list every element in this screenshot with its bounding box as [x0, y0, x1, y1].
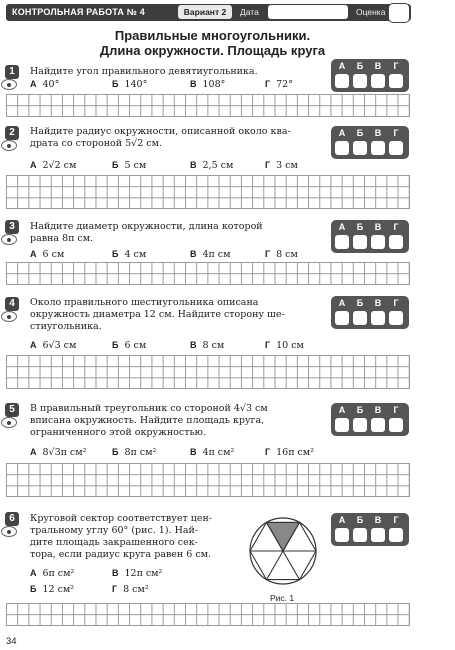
answer-box-a[interactable]: [335, 235, 349, 249]
page-title-line2: Длина окружности. Площадь круга: [99, 43, 326, 58]
answer-grid[interactable]: [6, 175, 410, 209]
option-a[interactable]: А 6π см²: [30, 568, 75, 579]
answer-box-c[interactable]: [371, 528, 385, 542]
option-d[interactable]: Г 72°: [265, 79, 293, 90]
answer-box-a[interactable]: [335, 141, 349, 155]
answer-box-c[interactable]: [371, 311, 385, 325]
marker-icon: [1, 526, 17, 537]
answer-box-d[interactable]: [389, 528, 403, 542]
question-line: равна 8π см.: [30, 233, 94, 244]
question-line: Около правильного шестиугольника описана: [30, 297, 259, 308]
page-number: 34: [6, 636, 17, 647]
option-d[interactable]: Г 10 см: [265, 340, 304, 351]
grade-label: Оценка: [356, 7, 386, 17]
answer-box-d[interactable]: [389, 418, 403, 432]
answer-box-d[interactable]: [389, 235, 403, 249]
option-d[interactable]: Г 8 см²: [112, 584, 149, 595]
answer-panel: А Б В Г: [331, 59, 409, 92]
page-title-line1: Правильные многоугольники.: [114, 28, 311, 43]
question-line: вписана окружность. Найдите площадь круга,: [30, 415, 265, 426]
question-line: окружность диаметра 12 см. Найдите сторону ше-: [30, 309, 285, 320]
figure-caption: Рис. 1: [270, 593, 295, 603]
question-line: стиугольника.: [30, 321, 102, 332]
answer-box-b[interactable]: [353, 74, 367, 88]
question-line: тора, если радиус круга равен 6 см.: [30, 549, 212, 560]
grade-field[interactable]: [388, 3, 410, 23]
answer-box-a[interactable]: [335, 418, 349, 432]
answer-box-c[interactable]: [371, 235, 385, 249]
answer-panel: А Б В Г: [331, 403, 409, 436]
question-line: ограниченного этой окружностью.: [30, 427, 206, 438]
answer-grid[interactable]: [6, 355, 410, 389]
answer-panel: А Б В Г: [331, 296, 409, 329]
answer-grid[interactable]: [6, 262, 410, 285]
answer-box-d[interactable]: [389, 141, 403, 155]
answer-panel: А Б В Г: [331, 220, 409, 253]
option-c[interactable]: В 12π см²: [112, 568, 163, 579]
date-label: Дата: [240, 7, 259, 17]
question-line: тральному углу 60° (рис. 1). Най-: [30, 525, 199, 536]
question-line: Найдите угол правильного девятиугольника.: [30, 66, 258, 77]
option-d[interactable]: Г 8 см: [265, 249, 298, 260]
task-number: 3: [5, 220, 19, 234]
answer-box-d[interactable]: [389, 311, 403, 325]
task-number: 5: [5, 403, 19, 417]
answer-box-b[interactable]: [353, 311, 367, 325]
option-a[interactable]: А 2√2 см: [30, 160, 77, 171]
option-c[interactable]: В 8 см: [190, 340, 225, 351]
question-line: Найдите диаметр окружности, длина которой: [30, 221, 263, 232]
marker-icon: [1, 417, 17, 428]
answer-box-a[interactable]: [335, 74, 349, 88]
question-line: Найдите радиус окружности, описанной около ква-: [30, 126, 291, 137]
task-number: 6: [5, 512, 19, 526]
question-line: дите площадь закрашенного сек-: [30, 537, 198, 548]
task-number: 1: [5, 65, 19, 79]
answer-box-b[interactable]: [353, 528, 367, 542]
answer-box-a[interactable]: [335, 528, 349, 542]
option-b[interactable]: Б 5 см: [112, 160, 147, 171]
marker-icon: [1, 311, 17, 322]
option-b[interactable]: Б 12 см²: [30, 584, 75, 595]
answer-box-c[interactable]: [371, 74, 385, 88]
question-line: драта со стороной 5√2 см.: [30, 138, 162, 149]
shaded-sector: [267, 522, 300, 551]
answer-box-b[interactable]: [353, 141, 367, 155]
answer-grid[interactable]: [6, 463, 410, 497]
marker-icon: [1, 234, 17, 245]
task-number: 4: [5, 297, 19, 311]
answer-grid[interactable]: [6, 603, 410, 626]
option-c[interactable]: В 4π см²: [190, 447, 235, 458]
marker-icon: [1, 79, 17, 90]
option-d[interactable]: Г 3 см: [265, 160, 298, 171]
task-number: 2: [5, 126, 19, 140]
option-a[interactable]: А 40°: [30, 79, 60, 90]
option-c[interactable]: В 2,5 см: [190, 160, 234, 171]
answer-box-c[interactable]: [371, 418, 385, 432]
answer-grid[interactable]: [6, 94, 410, 117]
answer-box-d[interactable]: [389, 74, 403, 88]
question-line: В правильный треугольник со стороной 4√3 см: [30, 403, 268, 414]
work-title: КОНТРОЛЬНАЯ РАБОТА № 4: [12, 7, 145, 17]
answer-panel: А Б В Г: [331, 126, 409, 159]
header-bar: [6, 4, 411, 21]
option-c[interactable]: В 108°: [190, 79, 226, 90]
answer-panel: А Б В Г: [331, 513, 409, 546]
question-line: Круговой сектор соответствует цен-: [30, 513, 213, 524]
option-a[interactable]: А 8√3π см²: [30, 447, 87, 458]
date-field[interactable]: [268, 5, 348, 19]
marker-icon: [1, 140, 17, 151]
answer-box-b[interactable]: [353, 418, 367, 432]
option-b[interactable]: Б 6 см: [112, 340, 147, 351]
option-b[interactable]: Б 4 см: [112, 249, 147, 260]
option-c[interactable]: В 4π см: [190, 249, 231, 260]
answer-box-a[interactable]: [335, 311, 349, 325]
option-b[interactable]: Б 8π см²: [112, 447, 157, 458]
option-a[interactable]: А 6 см: [30, 249, 65, 260]
variant-badge: Вариант 2: [178, 5, 232, 19]
option-b[interactable]: Б 140°: [112, 79, 148, 90]
option-a[interactable]: А 6√3 см: [30, 340, 77, 351]
answer-box-b[interactable]: [353, 235, 367, 249]
answer-box-c[interactable]: [371, 141, 385, 155]
figure-circle-hexagon: [248, 511, 318, 591]
option-d[interactable]: Г 16π см²: [265, 447, 314, 458]
